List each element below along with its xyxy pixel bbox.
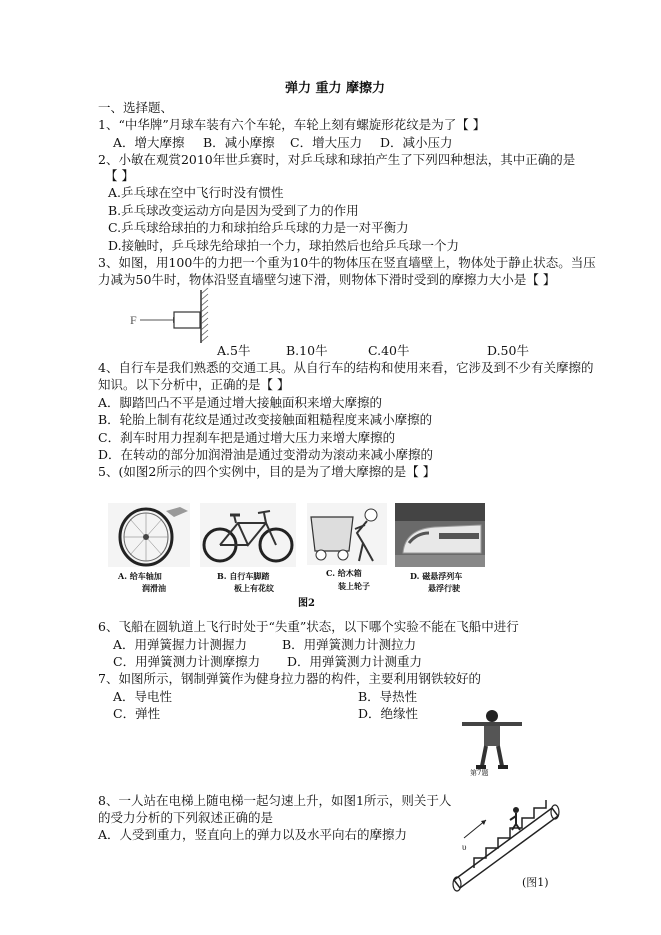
q1-option-b: B．减小摩擦 [203,135,275,150]
q1-option-c: C．增大压力 [290,135,363,150]
q7-option-b: B．导热性 [358,689,418,704]
fig2-label: 图2 [298,598,315,609]
q5-caption-a2: 润滑油 [142,583,166,593]
q6-option-a: A．用弹簧握力计测握力 [113,637,248,652]
q8-fig-label: (图1) [522,876,549,889]
q3-option-a: A.5牛 [217,343,251,358]
q7-option-d: D．绝缘性 [358,706,419,721]
q5-caption-c1: C. 给木箱 [326,568,362,578]
q4-option-a: A．脚踏凹凸不平是通过增大接触面积来增大摩擦的 [98,395,383,410]
q4-line2: 知识。以下分析中，正确的是【 】 [98,377,290,392]
q1-option-a: A．增大摩擦 [113,135,185,150]
box-wheels-image [307,503,387,565]
q3-option-b: B.10牛 [286,343,328,358]
q3-option-c: C.40牛 [368,343,410,358]
q2-option-d: D.接触时，乒乓球先给球拍一个力，球拍然后也给乒乓球一个力 [108,238,460,253]
q3-line2: 力减为50牛时，物体沿竖直墙壁匀速下滑，则物体下滑时受到的摩擦力大小是【 】 [98,272,556,287]
wheel-oil-image [108,503,190,567]
q6-option-b: B．用弹簧测力计测拉力 [282,637,417,652]
block-shape [174,312,200,328]
q1-option-d: D．减小压力 [380,135,453,150]
exerciser-figure [460,708,524,770]
q5-caption-d2: 悬浮行驶 [428,583,460,593]
q4-option-c: C．刹车时用力捏刹车把是通过增大压力来增大摩擦的 [98,430,396,445]
q2-option-b: B.乒乓球改变运动方向是因为受到了力的作用 [108,203,359,218]
q4-line1: 4、自行车是我们熟悉的交通工具。从自行车的结构和使用来看，它涉及到不少有关摩擦的 [98,360,594,375]
q2-option-c: C.乒乓球给球拍的力和球拍给乒乓球的力是一对平衡力 [108,220,409,235]
q2-option-a: A.乒乓球在空中飞行时没有惯性 [108,185,284,200]
wall-block-figure [128,288,228,344]
q8-line1: 8、一人站在电梯上随电梯一起匀速上升，如图1所示，则关于人 [98,793,452,808]
q5-caption-c2: 装上轮子 [338,581,370,591]
q2-stem: 2、小敏在观赏2010年世乒赛时，对乒乓球和球拍产生了下列四种想法，其中正确的是 [98,152,576,167]
q4-option-b: B．轮胎上制有花纹是通过改变接触面粗糙程度来减小摩擦的 [98,412,433,427]
velocity-label: υ [462,842,467,852]
q7-option-a: A．导电性 [113,689,173,704]
q7-stem: 7、如图所示，钢制弹簧作为健身拉力器的构件，主要利用钢铁较好的 [98,671,481,686]
q8-line2: 的受力分析的下列叙述正确的是 [98,810,274,825]
q2-bracket: 【 】 [105,168,134,183]
force-label: F [130,313,137,327]
q6-stem: 6、飞船在圆轨道上飞行时处于“失重”状态，以下哪个实验不能在飞船中进行 [98,619,519,634]
page-title: 弹力 重力 摩擦力 [285,81,386,96]
section-heading: 一、选择题、 [98,100,174,115]
q7-option-c: C．弹性 [113,706,161,721]
q7-fig-label: 第7题 [470,769,489,777]
q5-caption-b1: B. 自行车脚踏 [217,571,270,581]
q4-option-d: D．在转动的部分加润滑油是通过变滑动为滚动来减小摩擦的 [98,447,434,462]
q3-option-d: D.50牛 [487,343,529,358]
q3-line1: 3、如图，用100牛的力把一个重为10牛的物体压在竖直墙壁上，物体处于静止状态。当压 [98,255,596,270]
q6-option-d: D．用弹簧测力计测重力 [287,654,423,669]
maglev-train-image [395,503,485,567]
q5-caption-d1: D. 磁悬浮列车 [410,571,463,581]
q5-caption-b2: 板上有花纹 [234,583,274,593]
q8-option-a: A．人受到重力，竖直向上的弹力以及水平向右的摩擦力 [98,827,408,842]
q5-stem: 5、(如图2所示的四个实例中，目的是为了增大摩擦的是【 】 [98,464,436,479]
q5-caption-a1: A. 给车轴加 [118,571,162,581]
bicycle-image [200,503,296,567]
q1-stem: 1、“中华牌”月球车装有六个车轮，车轮上刻有螺旋形花纹是为了【 】 [98,117,486,132]
q6-option-c: C．用弹簧测力计测摩擦力 [113,654,261,669]
